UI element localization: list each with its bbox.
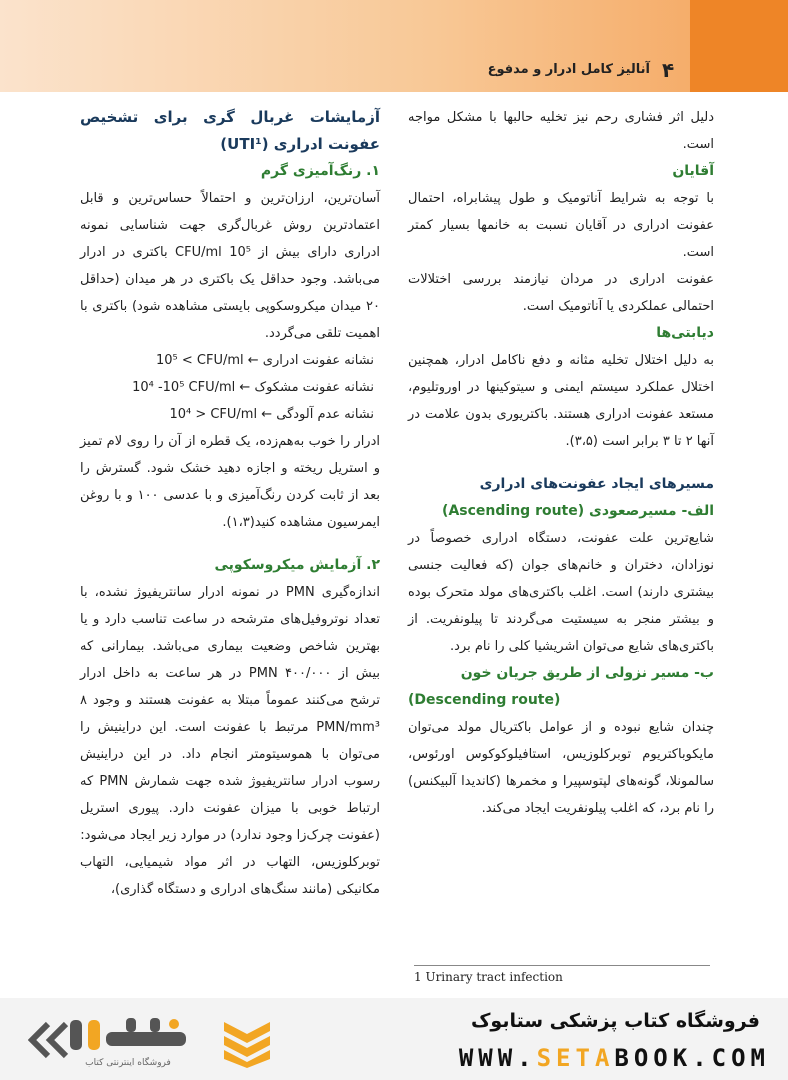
microscopy-paragraph-1: اندازه‌گیری PMN در نمونه ادرار سانتریفیوژ نشده، با تعداد نوتروفیل‌های مترشحه در ساعت تناسب دارد و یا بهترین شاخص وضعیت بیماری می‌باشد. بیمارانی که بیش از ۴۰۰/۰۰۰ PMN در هر ساعت به داخل ادرار ترشح می‌کنند عموماً مبتلا به عفونت هستند و وجود ۸ PMN/mm³ مرتبط با عفونت است. این دراینیش را می‌توان با هموسیتومتر انجام داد. در این دراینیش رسوب ادرار سانتریفیوژ شده جهت شمارش PMN که ارتباط خوبی با میزان عفونت دارد. پیوری استریل (عفونت چرک‌زا وجود ندارد) در موارد زیر ایجاد می‌شود: <box>80 585 380 843</box>
logo-subtitle: فروشگاه اینترنتی کتاب <box>85 1058 171 1068</box>
descending-heading: ب- مسیر نزولی از طریق جریان خون <box>460 665 714 681</box>
ascending-paragraph: شایع‌ترین علت عفونت، دستگاه ادراری خصوصاً در نوزادان، دختران و خانم‌های جوان (که فعالیت جنسی بیشتری دارند) است. اغلب باکتری‌های مولد متحرک بوده و بیشتر منجر به سیستیت می‌گردند تا پیلونفریت. از باکتری‌های شایع می‌توان اشریشیا کلی را نام برد. <box>408 531 714 654</box>
microscopy-heading: ۲. آزمایش میکروسکوپی <box>214 557 380 573</box>
footnote-divider <box>414 965 710 966</box>
ascending-heading: الف- مسیرصعودی (Ascending route) <box>442 503 714 519</box>
double-chevron-left-icon <box>28 1020 72 1060</box>
url-end: BOOK.COM <box>614 1044 770 1072</box>
formula-infection: 10⁵ < CFU/ml ← نشانه عفونت ادراری <box>155 353 374 368</box>
screening-heading: آزمایشات غربال گری برای تشخیص عفونت ادراری (UTI¹) <box>80 108 380 153</box>
descending-subheading: (Descending route) <box>408 692 561 708</box>
url-accent: SETA <box>536 1044 615 1072</box>
intro-text: دلیل اثر فشاری رحم نیز تخلیه حالبها با مشکل مواجه است. <box>408 110 714 152</box>
store-url[interactable] <box>400 1044 770 1072</box>
chapter-title: آنالیز کامل ادرار و مدفوع <box>487 62 650 77</box>
gram-paragraph-2: ادرار را خوب به‌هم‌زده، یک قطره از آن را روی لام تمیز و استریل ریخته و اجازه دهید خشک شود. گسترش را بعد از ثابت کردن رنگ‌آمیزی و با عدسی ۱۰۰ و با روغن ایمرسیون مشاهده کنید(۱،۳). <box>80 434 380 530</box>
descending-paragraph: چندان شایع نبوده و از عوامل باکتریال مولد می‌توان مایکوباکتریوم توبرکلوزیس، استافیلوکوکوس اورئوس، سالمونلا، گونه‌های لپتوسپیرا و مخمرها (کاندیدا آلبیکنس) را نام برد، که اغلب پیلونفریت ایجاد می‌کند. <box>408 720 714 816</box>
microscopy-paragraph-2: توبرکلوزیس، التهاب در اثر مواد شیمیایی، التهاب مکانیکی (مانند سنگ‌های ادراری و دستگاه گذاری)، <box>80 855 380 897</box>
diabetics-paragraph: به دلیل اختلال تخلیه مثانه و دفع ناکامل ادرار، همچنین اختلال عملکرد سیستم ایمنی و سیتوکینها در اوروتلیوم، مستعد عفونت ادراری هستند. باکتریوری بدون علامت در آنها ۲ تا ۳ برابر است (۳،۵). <box>408 353 714 449</box>
url-start: WWW. <box>458 1044 537 1072</box>
men-paragraph-2: عفونت ادراری در مردان نیازمند بررسی اختلالات احتمالی عملکردی یا آناتومیک است. <box>408 272 714 314</box>
formula-no-contamination: 10⁴ > CFU/ml ← نشانه عدم آلودگی <box>169 407 374 422</box>
footnote: 1 Urinary tract infection <box>414 970 563 984</box>
men-paragraph-1: با توجه به شرایط آناتومیک و طول پیشابراه، احتمال عفونت ادراری در آقایان نسبت به خانمها بسیار کمتر است. <box>408 191 714 260</box>
formula-suspicious: 10⁴ -10⁵ CFU/ml ← نشانه عفونت مشکوک <box>132 380 374 395</box>
gram-paragraph-1: آسان‌ترین، ارزان‌ترین و احتمالاً حساس‌ترین و قابل اعتمادترین روش غربال‌گری جهت شناسایی نمونه ادراری دارای بیش از 10⁵ CFU/ml باکتری در ادرار می‌باشد. وجود حداقل یک باکتری در هر میدان (حداقل ۲۰ میدان میکروسکوپی بایستی مشاهده شود) باکتری با اهمیت تلقی می‌گردد. <box>80 191 380 341</box>
right-column <box>408 104 714 822</box>
store-title: فروشگاه کتاب پزشکی ستابوک <box>470 1010 760 1032</box>
gram-heading: ۱. رنگ‌آمیزی گرم <box>260 163 380 179</box>
logo-wordmark-icon <box>66 1012 190 1056</box>
men-heading: آقایان <box>672 163 714 179</box>
section-gap <box>80 536 380 552</box>
left-column <box>80 104 380 903</box>
logo-chevrons-icon <box>222 1018 272 1068</box>
diabetics-heading: دیابتی‌ها <box>656 325 714 341</box>
routes-heading: مسیرهای ایجاد عفونت‌های ادراری <box>479 476 714 492</box>
chapter-number: ۴ <box>662 58 675 82</box>
section-gap <box>408 455 714 471</box>
chapter-tab <box>690 0 788 92</box>
